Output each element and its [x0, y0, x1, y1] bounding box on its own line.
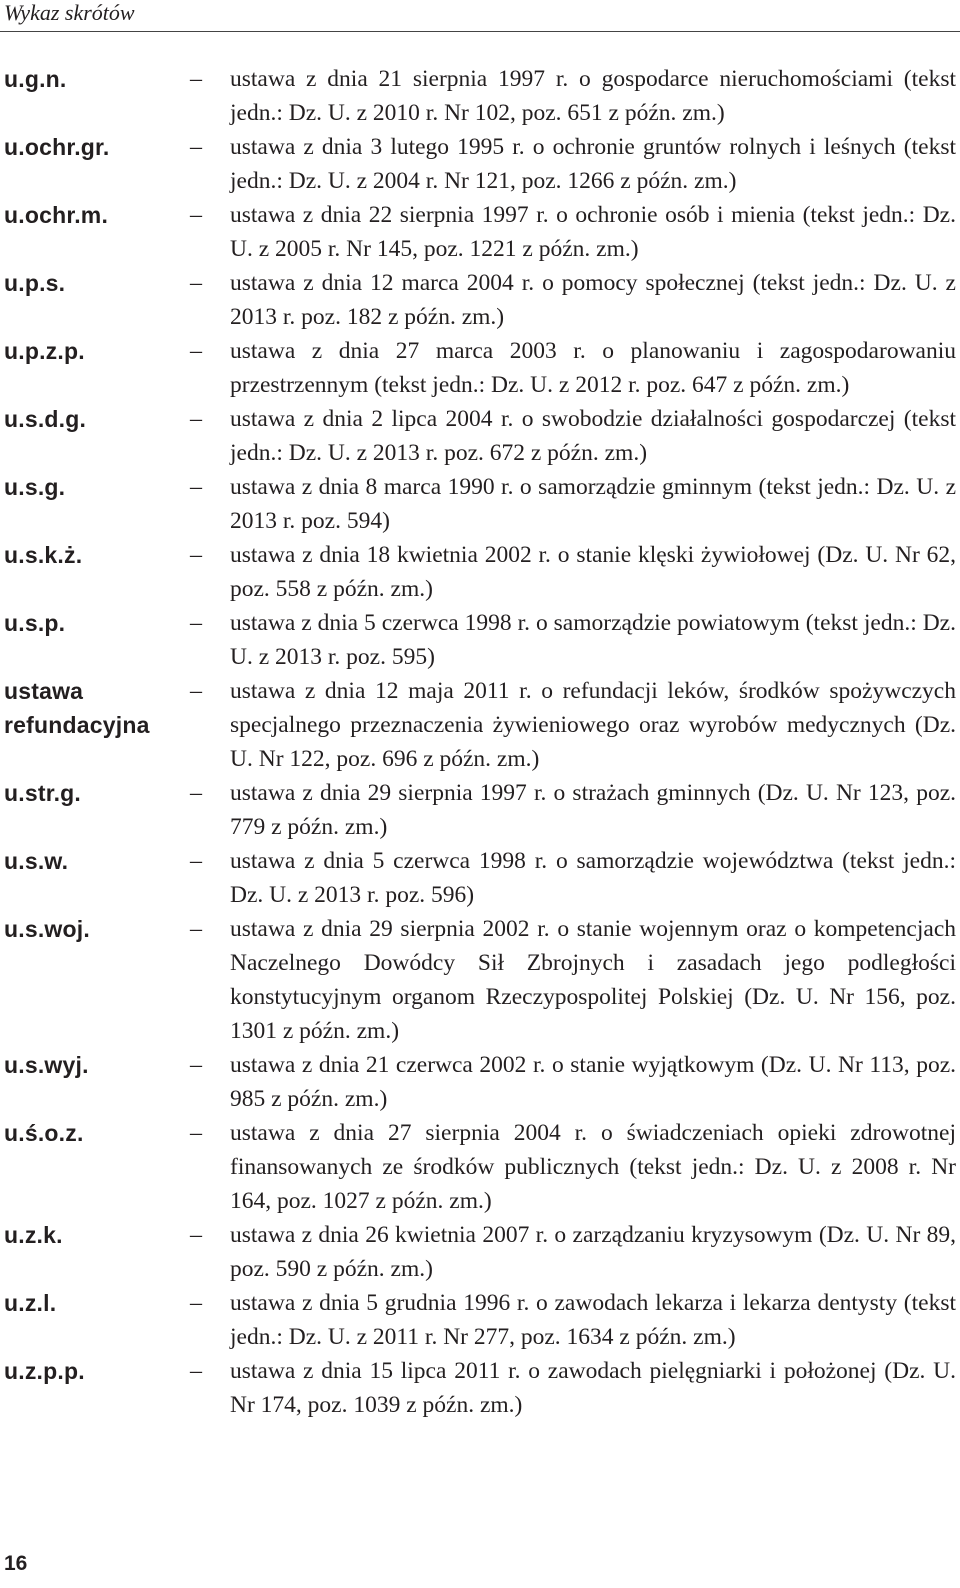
abbreviation: u.s.w.	[4, 848, 69, 874]
abbreviation-list	[4, 62, 956, 1422]
abbreviation-entry	[4, 1048, 956, 1116]
entry-dash: –	[190, 1358, 202, 1384]
abbreviation-entry	[4, 470, 956, 538]
abbreviation: u.s.g.	[4, 474, 66, 500]
abbreviation-entry	[4, 844, 956, 912]
abbreviation-entry	[4, 606, 956, 674]
entry-dash: –	[190, 780, 202, 806]
entry-dash: –	[190, 678, 202, 704]
running-header: Wykaz skrótów	[4, 0, 135, 25]
abbreviation: u.ochr.m.	[4, 202, 109, 228]
abbreviation-entry	[4, 62, 956, 130]
abbreviation-entry	[4, 198, 956, 266]
abbreviation: u.s.woj.	[4, 916, 90, 942]
abbreviation-definition: ustawa z dnia 18 kwietnia 2002 r. o stanie klęski żywiołowej (Dz. U. Nr 62, poz. 558 z późn. zm.)	[230, 542, 956, 602]
abbreviation-definition: ustawa z dnia 8 marca 1990 r. o samorządzie gminnym (tekst jedn.: Dz. U. z 2013 r. poz. 594)	[230, 474, 956, 534]
abbreviation: u.ś.o.z.	[4, 1120, 84, 1146]
abbreviation-definition: ustawa z dnia 12 marca 2004 r. o pomocy społecznej (tekst jedn.: Dz. U. z 2013 r. poz. 182 z późn. zm.)	[230, 270, 956, 330]
abbreviation-entry	[4, 674, 956, 776]
abbreviation-definition: ustawa z dnia 3 lutego 1995 r. o ochronie gruntów rolnych i leśnych (tekst jedn.: Dz. U. z 2004 r. Nr 121, poz. 1266 z późn. zm.)	[230, 134, 956, 194]
abbreviation-entry	[4, 912, 956, 1048]
abbreviation-entry	[4, 1286, 956, 1354]
entry-dash: –	[190, 1290, 202, 1316]
abbreviation-definition: ustawa z dnia 5 czerwca 1998 r. o samorządzie powiatowym (tekst jedn.: Dz. U. z 2013 r. poz. 595)	[230, 610, 956, 670]
abbreviation: u.p.z.p.	[4, 338, 85, 364]
abbreviation-definition: ustawa z dnia 2 lipca 2004 r. o swobodzie działalności gospodarczej (tekst jedn.: Dz. U. z 2013 r. poz. 672 z późn. zm.)	[230, 406, 956, 466]
entry-dash: –	[190, 202, 202, 228]
entry-dash: –	[190, 848, 202, 874]
abbreviation-entry	[4, 1218, 956, 1286]
abbreviation: u.s.d.g.	[4, 406, 87, 432]
abbreviation-definition: ustawa z dnia 15 lipca 2011 r. o zawodach pielęgniarki i położonej (Dz. U. Nr 174, poz. 1039 z późn. zm.)	[230, 1358, 956, 1418]
abbreviation: ustawa refundacyjna	[4, 678, 150, 738]
abbreviation-entry	[4, 1116, 956, 1218]
entry-dash: –	[190, 270, 202, 296]
abbreviation: u.str.g.	[4, 780, 82, 806]
abbreviation-entry	[4, 402, 956, 470]
abbreviation-definition: ustawa z dnia 21 sierpnia 1997 r. o gospodarce nieruchomościami (tekst jedn.: Dz. U. z 2010 r. Nr 102, poz. 651 z późn. zm.)	[230, 66, 956, 126]
abbreviation: u.s.p.	[4, 610, 66, 636]
entry-dash: –	[190, 474, 202, 500]
abbreviation-definition: ustawa z dnia 27 marca 2003 r. o planowaniu i zagospodarowaniu przestrzennym (tekst jedn.: Dz. U. z 2012 r. poz. 647 z późn. zm.)	[230, 338, 956, 398]
abbreviation: u.p.s.	[4, 270, 66, 296]
abbreviation-entry	[4, 130, 956, 198]
abbreviation: u.ochr.gr.	[4, 134, 110, 160]
header-rule	[0, 31, 960, 32]
entry-dash: –	[190, 1222, 202, 1248]
abbreviation-definition: ustawa z dnia 12 maja 2011 r. o refundacji leków, środków spożywczych specjalnego przeznaczenia żywieniowego oraz wyrobów medycznych (Dz. U. Nr 122, poz. 696 z późn. zm.)	[230, 678, 956, 772]
abbreviation-definition: ustawa z dnia 29 sierpnia 2002 r. o stanie wojennym oraz o kompetencjach Naczelnego Dowódcy Sił Zbrojnych i zasadach jego podległości konstytucyjnym organom Rzeczypospolitej Polskiej (Dz. U. Nr 156, poz. 1301 z późn. zm.)	[230, 916, 956, 1044]
entry-dash: –	[190, 338, 202, 364]
abbreviation-definition: ustawa z dnia 21 czerwca 2002 r. o stanie wyjątkowym (Dz. U. Nr 113, poz. 985 z późn. zm.)	[230, 1052, 956, 1112]
abbreviation-definition: ustawa z dnia 5 czerwca 1998 r. o samorządzie województwa (tekst jedn.: Dz. U. z 2013 r. poz. 596)	[230, 848, 956, 908]
abbreviation: u.g.n.	[4, 66, 67, 92]
abbreviation-entry	[4, 776, 956, 844]
abbreviation-entry	[4, 538, 956, 606]
abbreviation-definition: ustawa z dnia 22 sierpnia 1997 r. o ochronie osób i mienia (tekst jedn.: Dz. U. z 2005 r. Nr 145, poz. 1221 z późn. zm.)	[230, 202, 956, 262]
abbreviation-entry	[4, 1354, 956, 1422]
entry-dash: –	[190, 610, 202, 636]
entry-dash: –	[190, 1052, 202, 1078]
entry-dash: –	[190, 134, 202, 160]
abbreviation: u.z.l.	[4, 1290, 57, 1316]
abbreviation-entry	[4, 334, 956, 402]
entry-dash: –	[190, 406, 202, 432]
abbreviation-definition: ustawa z dnia 29 sierpnia 1997 r. o strażach gminnych (Dz. U. Nr 123, poz. 779 z późn. zm.)	[230, 780, 956, 840]
entry-dash: –	[190, 542, 202, 568]
abbreviation: u.z.p.p.	[4, 1358, 85, 1384]
abbreviation-entry	[4, 266, 956, 334]
entry-dash: –	[190, 916, 202, 942]
abbreviation: u.s.wyj.	[4, 1052, 89, 1078]
abbreviation: u.s.k.ż.	[4, 542, 83, 568]
abbreviation-definition: ustawa z dnia 27 sierpnia 2004 r. o świadczeniach opieki zdrowotnej finansowanych ze środków publicznych (tekst jedn.: Dz. U. z 2008 r. Nr 164, poz. 1027 z późn. zm.)	[230, 1120, 956, 1214]
abbreviation-definition: ustawa z dnia 26 kwietnia 2007 r. o zarządzaniu kryzysowym (Dz. U. Nr 89, poz. 590 z późn. zm.)	[230, 1222, 956, 1282]
page-number: 16	[4, 1552, 28, 1575]
abbreviation: u.z.k.	[4, 1222, 63, 1248]
entry-dash: –	[190, 66, 202, 92]
entry-dash: –	[190, 1120, 202, 1146]
abbreviation-definition: ustawa z dnia 5 grudnia 1996 r. o zawodach lekarza i lekarza dentysty (tekst jedn.: Dz. U. z 2011 r. Nr 277, poz. 1634 z późn. zm.)	[230, 1290, 956, 1350]
